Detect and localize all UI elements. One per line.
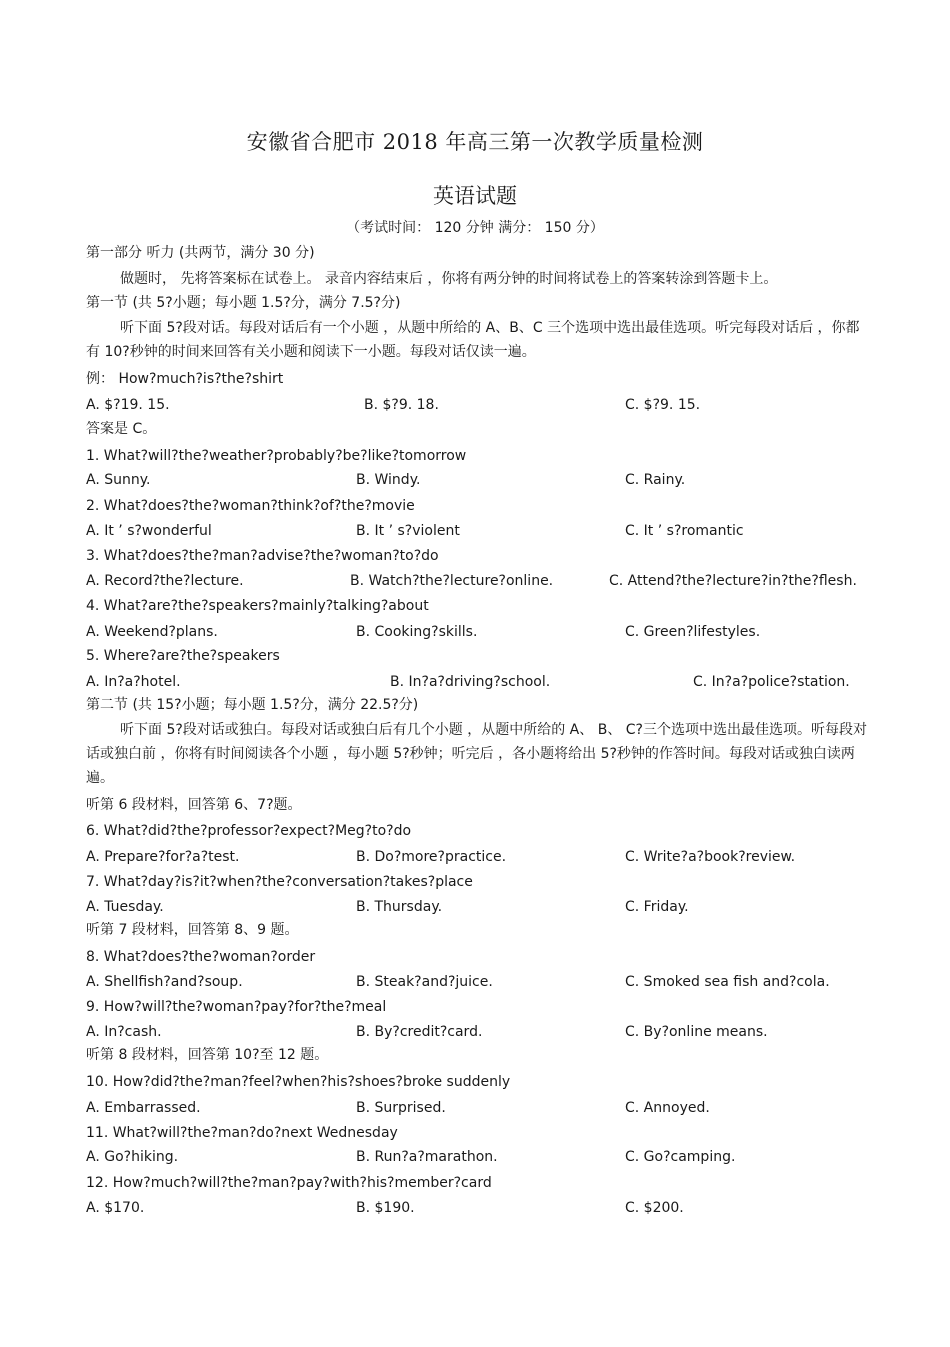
q9-option-b: B. By?credit?card. — [356, 1024, 483, 1040]
question-11: 11. What?will?the?man?do?next Wednesday — [86, 1125, 398, 1141]
question-7: 7. What?day?is?it?when?the?conversation?takes?place — [86, 874, 473, 890]
section1-instruction: 听下面 5?段对话。每段对话后有一个小题 ，从题中所给的 A、B、C 三个选项中选出最佳选项。听完每段对话后 ，你都有 10?秒钟的时间来回答有关小题和阅读下一小题。每段对话仅读一遍。 — [86, 320, 860, 360]
question-8: 8. What?does?the?woman?order — [86, 949, 316, 965]
q6-option-a: A. Prepare?for?a?test. — [86, 849, 240, 865]
question-9: 9. How?will?the?woman?pay?for?the?meal — [86, 999, 387, 1015]
q3-option-a: A. Record?the?lecture. — [86, 573, 244, 589]
question-3: 3. What?does?the?man?advise?the?woman?to?do — [86, 548, 439, 564]
q10-option-b: B. Surprised. — [356, 1100, 446, 1116]
question-5: 5. Where?are?the?speakers — [86, 648, 280, 664]
q10-option-c: C. Annoyed. — [625, 1100, 710, 1116]
part1-instruction: 做题时， 先将答案标在试卷上。 录音内容结束后 ，你将有两分钟的时间将试卷上的答案转涂到答题卡上。 — [120, 271, 778, 287]
q11-option-c: C. Go?camping. — [625, 1149, 736, 1165]
example-question: 例： How?much?is?the?shirt — [86, 371, 284, 387]
q4-option-c: C. Green?lifestyles. — [625, 624, 761, 640]
q1-option-b: B. Windy. — [356, 472, 421, 488]
q5-option-a: A. In?a?hotel. — [86, 674, 181, 690]
q3-option-b: B. Watch?the?lecture?online. — [350, 573, 554, 589]
example-answer: 答案是 C。 — [86, 421, 157, 437]
part1-heading: 第一部分 听力 (共两节，满分 30 分) — [86, 245, 315, 261]
q11-option-b: B. Run?a?marathon. — [356, 1149, 498, 1165]
question-10: 10. How?did?the?man?feel?when?his?shoes?broke suddenly — [86, 1074, 511, 1090]
q8-option-a: A. Shellfish?and?soup. — [86, 974, 243, 990]
q2-option-c: C. It ’ s?romantic — [625, 523, 744, 539]
material-7-note: 听第 7 段材料，回答第 8、9 题。 — [86, 922, 299, 938]
q1-option-a: A. Sunny. — [86, 472, 151, 488]
q10-option-a: A. Embarrassed. — [86, 1100, 201, 1116]
q7-option-b: B. Thursday. — [356, 899, 443, 915]
question-2: 2. What?does?the?woman?think?of?the?movie — [86, 498, 415, 514]
q12-option-b: B. $190. — [356, 1200, 415, 1216]
q6-option-b: B. Do?more?practice. — [356, 849, 507, 865]
exam-info: （考试时间： 120 分钟 满分： 150 分） — [346, 220, 604, 236]
q2-option-a: A. It ’ s?wonderful — [86, 523, 212, 539]
exam-title: 安徽省合肥市 2018 年高三第一次教学质量检测 — [246, 130, 704, 154]
q9-option-a: A. In?cash. — [86, 1024, 162, 1040]
material-8-note: 听第 8 段材料，回答第 10?至 12 题。 — [86, 1047, 329, 1063]
q6-option-c: C. Write?a?book?review. — [625, 849, 796, 865]
example-option-a: A. $?19. 15. — [86, 397, 170, 413]
question-6: 6. What?did?the?professor?expect?Meg?to?do — [86, 823, 412, 839]
q4-option-b: B. Cooking?skills. — [356, 624, 478, 640]
q2-option-b: B. It ’ s?violent — [356, 523, 460, 539]
q12-option-a: A. $170. — [86, 1200, 145, 1216]
q4-option-a: A. Weekend?plans. — [86, 624, 218, 640]
section2-instruction: 听下面 5?段对话或独白。每段对话或独白后有几个小题 ，从题中所给的 A、 B、 C?三个选项中选出最佳选项。听每段对话或独白前 ，你将有时间阅读各个小题 ，每小题 5?秒钟；听完后 ，各小题将给出 5?秒钟的作答时间。每段对话或独白读两遍。 — [86, 722, 867, 786]
q9-option-c: C. By?online means. — [625, 1024, 768, 1040]
question-12: 12. How?much?will?the?man?pay?with?his?member?card — [86, 1175, 492, 1191]
section1-heading: 第一节 (共 5?小题；每小题 1.5?分，满分 7.5?分) — [86, 295, 401, 311]
q1-option-c: C. Rainy. — [625, 472, 686, 488]
example-option-b: B. $?9. 18. — [364, 397, 439, 413]
question-1: 1. What?will?the?weather?probably?be?like?tomorrow — [86, 448, 467, 464]
q7-option-c: C. Friday. — [625, 899, 689, 915]
material-6-note: 听第 6 段材料，回答第 6、7?题。 — [86, 797, 302, 813]
q5-option-c: C. In?a?police?station. — [693, 674, 850, 690]
q8-option-b: B. Steak?and?juice. — [356, 974, 493, 990]
section2-heading: 第二节 (共 15?小题；每小题 1.5?分，满分 22.5?分) — [86, 697, 419, 713]
q3-option-c: C. Attend?the?lecture?in?the?flesh. — [609, 573, 857, 589]
example-option-c: C. $?9. 15. — [625, 397, 701, 413]
q7-option-a: A. Tuesday. — [86, 899, 164, 915]
q11-option-a: A. Go?hiking. — [86, 1149, 179, 1165]
q5-option-b: B. In?a?driving?school. — [390, 674, 551, 690]
q12-option-c: C. $200. — [625, 1200, 684, 1216]
question-4: 4. What?are?the?speakers?mainly?talking?about — [86, 598, 429, 614]
q8-option-c: C. Smoked sea fish and?cola. — [625, 974, 830, 990]
exam-subject: 英语试题 — [433, 184, 517, 208]
